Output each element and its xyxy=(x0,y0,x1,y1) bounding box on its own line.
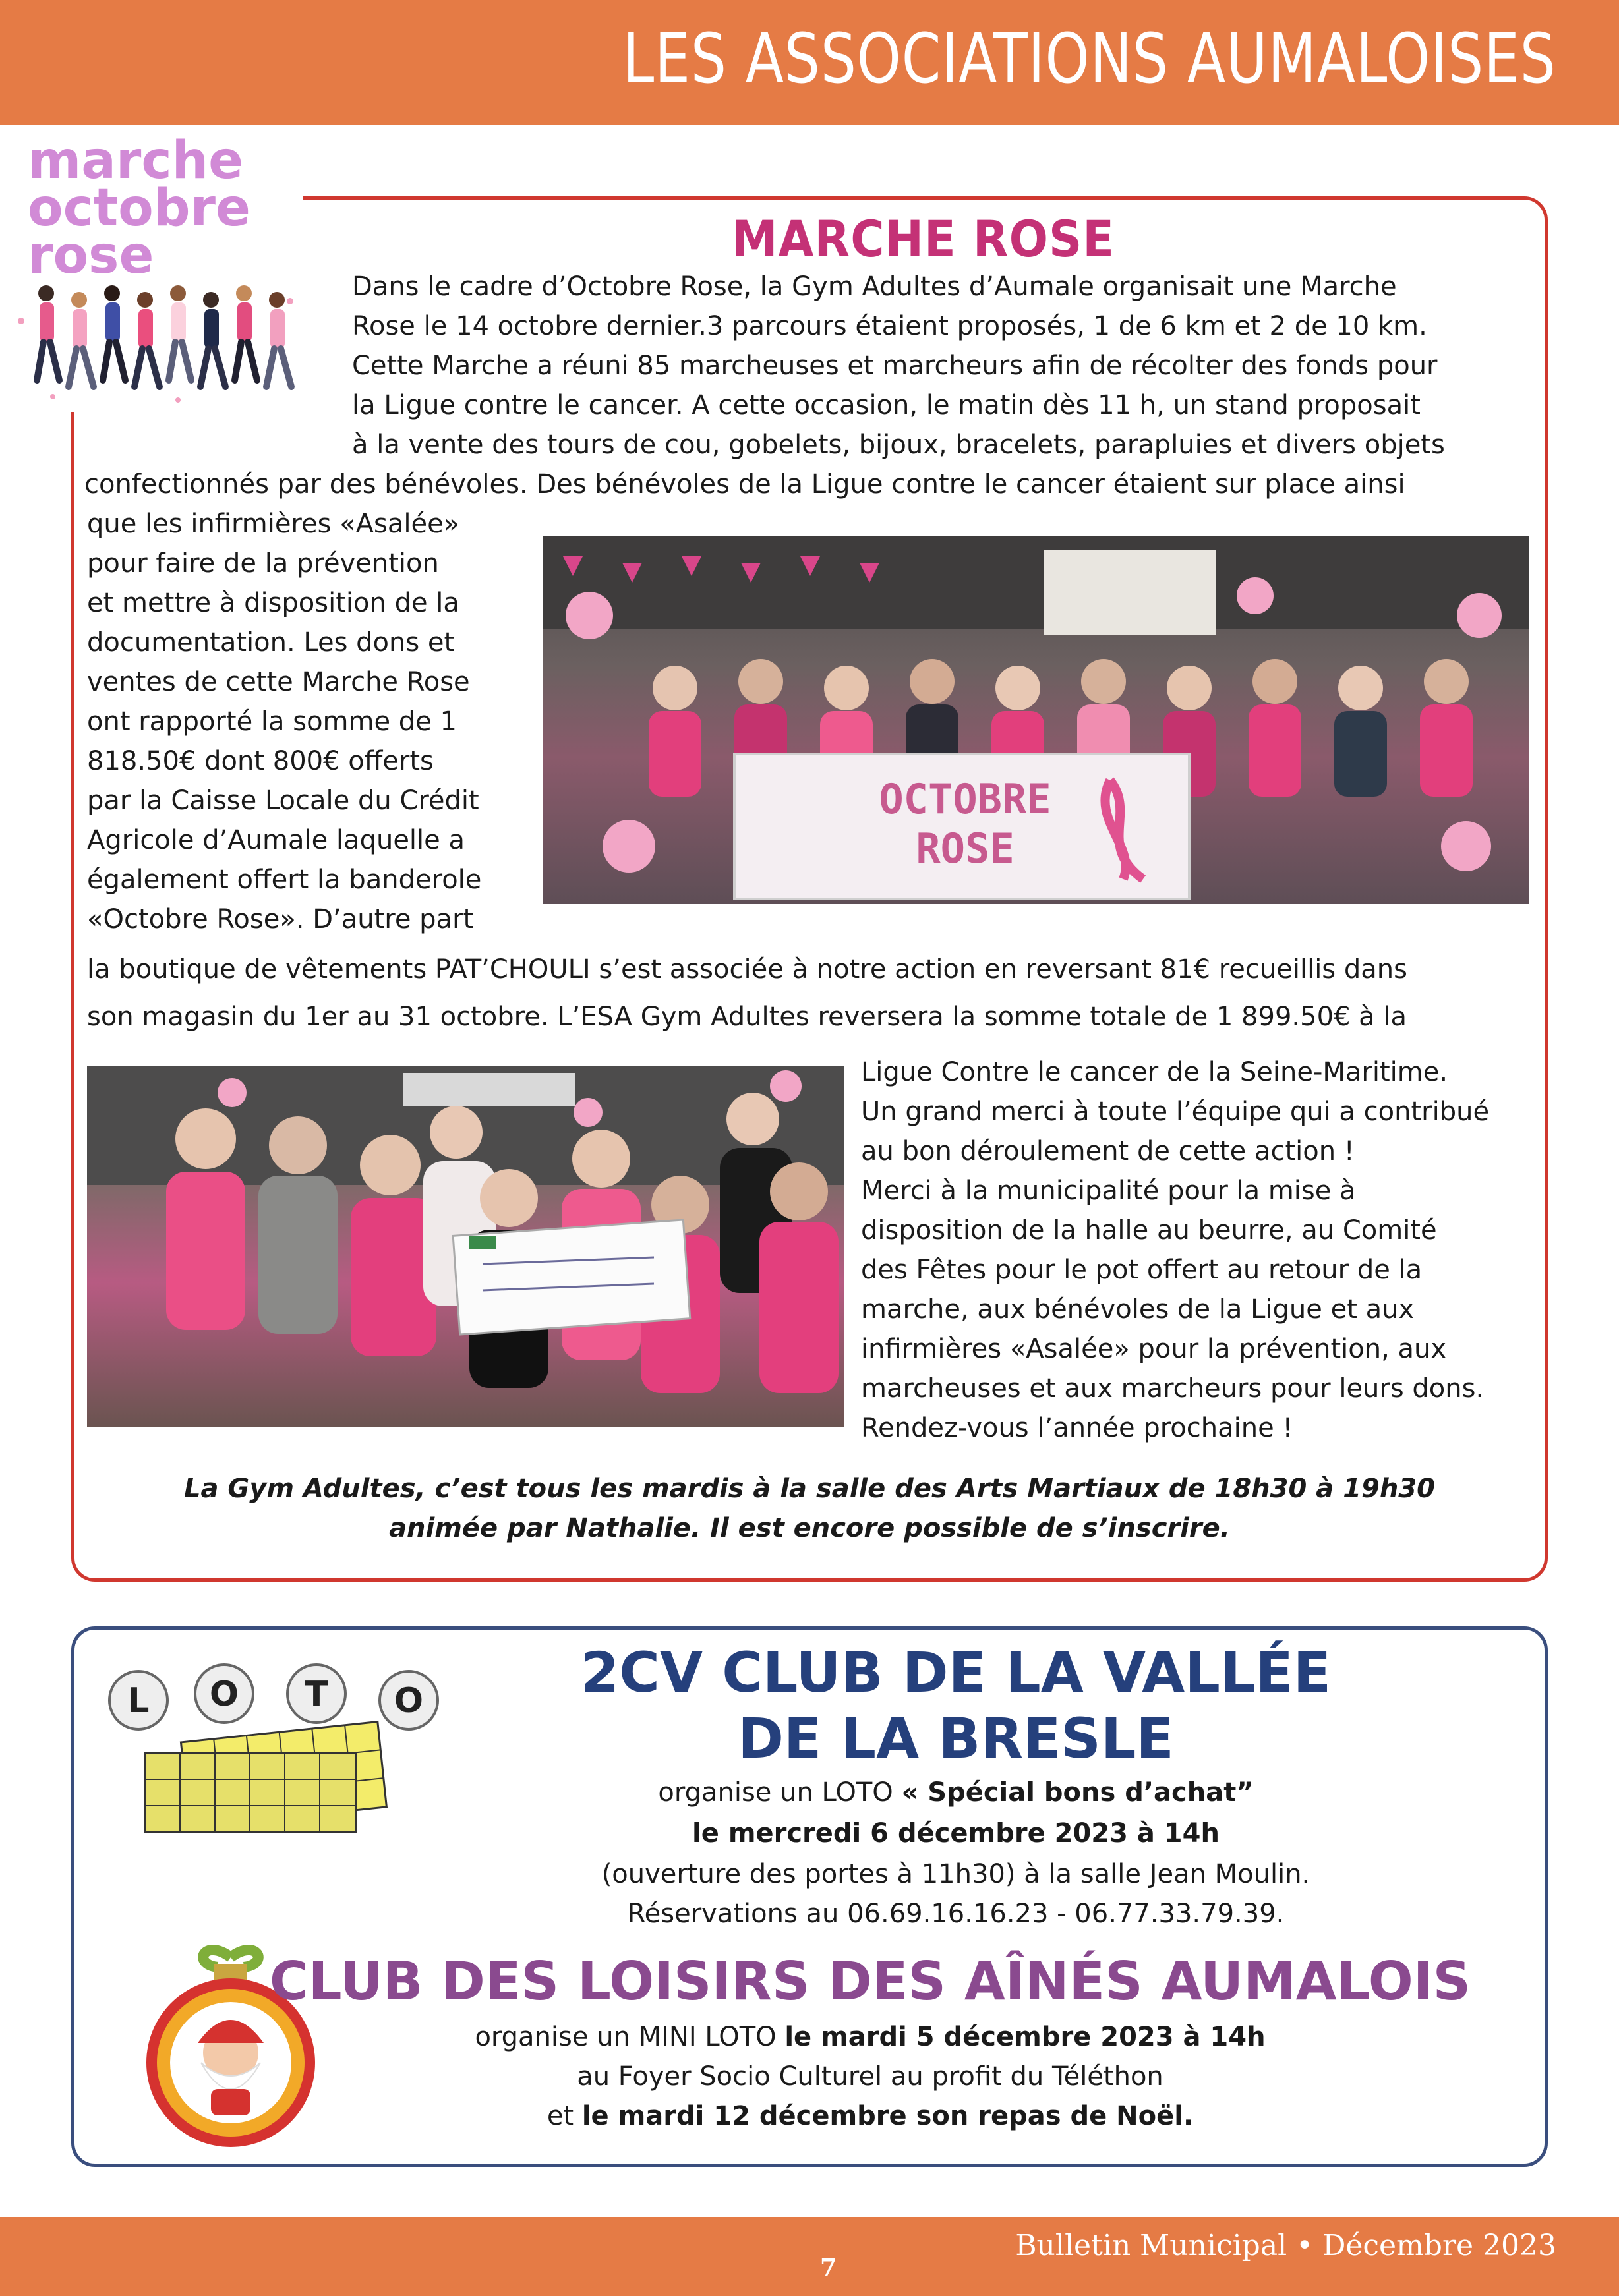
banner-octobre-text: OCTOBRE xyxy=(879,775,1051,823)
paragraph-line: disposition de la halle au beurre, au Comité xyxy=(861,1215,1437,1246)
paragraph-line: également offert la banderole xyxy=(87,865,482,895)
paragraph-line: ventes de cette Marche Rose xyxy=(87,667,470,697)
paragraph-line: que les infirmières «Asalée» xyxy=(87,509,460,539)
paragraph-line: infirmières «Asalée» pour la prévention, aux xyxy=(861,1334,1447,1364)
paragraph-line: des Fêtes pour le pot offert au retour de la xyxy=(861,1255,1423,1285)
footer-publication: Bulletin Municipal • Décembre 2023 xyxy=(1015,2229,1556,2262)
logo-line-octobre: octobre xyxy=(28,179,250,238)
paragraph-line: confectionnés par des bénévoles. Des bénévoles de la Ligue contre le cancer étaient sur place ainsi xyxy=(84,469,1405,500)
cheque-photo-illustration xyxy=(87,1066,844,1427)
page-title: LES ASSOCIATIONS AUMALOISES xyxy=(623,18,1556,99)
paragraph-line: son magasin du 1er au 31 octobre. L’ESA Gym Adultes reversera la somme totale de 1 899.50€ à la xyxy=(87,1002,1407,1032)
logo-line-marche: marche xyxy=(28,131,244,190)
club-aines-line-3 xyxy=(132,2101,1608,2131)
cheque-handover-photo xyxy=(87,1066,844,1427)
club-aines-line-1-bold: le mardi 5 décembre 2023 à 14h xyxy=(784,2022,1266,2052)
logo-line-rose: rose xyxy=(28,226,154,285)
paragraph-line: Cette Marche a réuni 85 marcheuses et marcheurs afin de récolter des fonds pour xyxy=(352,351,1438,381)
club-2cv-title-2: DE LA BRESLE xyxy=(738,1706,1174,1771)
paragraph-line: Ligue Contre le cancer de la Seine-Maritime. xyxy=(861,1057,1448,1087)
club-2cv-line-1 xyxy=(369,1773,1543,1812)
paragraph-line: documentation. Les dons et xyxy=(87,627,455,658)
club-aines-line-3-bold: le mardi 12 décembre son repas de Noël. xyxy=(581,2101,1194,2131)
club-aines-title: CLUB DES LOISIRS DES AÎNÉS AUMALOIS xyxy=(269,1951,1471,2012)
club-2cv-line-1-bold: « Spécial bons d’achat” xyxy=(901,1777,1254,1808)
paragraph-line: Merci à la municipalité pour la mise à xyxy=(861,1176,1356,1206)
paragraph-line: à la vente des tours de cou, gobelets, bijoux, bracelets, parapluies et divers objets xyxy=(352,430,1445,460)
gym-schedule-tagline-1: La Gym Adultes, c’est tous les mardis à la salle des Arts Martiaux de 18h30 à 19h30 xyxy=(184,1474,1435,1504)
paragraph-line: au bon déroulement de cette action ! xyxy=(861,1136,1355,1166)
paragraph-line: 818.50€ dont 800€ offerts xyxy=(87,746,434,776)
club-2cv-title-1: 2CV CLUB DE LA VALLÉE xyxy=(580,1640,1332,1705)
club-aines-line-2: au Foyer Socio Culturel au profit du Téléthon xyxy=(577,2061,1163,2092)
paragraph-line: Rendez-vous l’année prochaine ! xyxy=(861,1413,1293,1443)
page-number: 7 xyxy=(820,2254,837,2282)
paragraph-line: pour faire de la prévention xyxy=(87,548,439,579)
paragraph-line: Un grand merci à toute l’équipe qui a contribué xyxy=(861,1097,1490,1127)
paragraph-line: marcheuses et aux marcheurs pour leurs dons. xyxy=(861,1373,1485,1404)
paragraph-line: Rose le 14 octobre dernier.3 parcours étaient proposés, 1 de 6 km et 2 de 10 km. xyxy=(352,311,1427,341)
loto-letter: O xyxy=(394,1681,424,1721)
club-2cv-date: le mercredi 6 décembre 2023 à 14h xyxy=(692,1818,1220,1849)
walkers-illustration-icon xyxy=(13,281,303,413)
paragraph-line: marche, aux bénévoles de la Ligue et aux xyxy=(861,1294,1415,1325)
banner-rose-text: ROSE xyxy=(916,824,1015,873)
club-aines-line-3-text: et xyxy=(546,2101,582,2131)
paragraph-line: la boutique de vêtements PAT’CHOULI s’est associée à notre action en reversant 81€ recueillis dans xyxy=(87,954,1407,985)
paragraph-line: Dans le cadre d’Octobre Rose, la Gym Adultes d’Aumale organisait une Marche xyxy=(352,272,1397,302)
loto-letter: O xyxy=(209,1675,239,1714)
group-photo-illustration xyxy=(543,536,1529,904)
group-photo-marche-rose xyxy=(543,536,1529,904)
paragraph-line: la Ligue contre le cancer. A cette occasion, le matin dès 11 h, un stand proposait xyxy=(352,390,1421,420)
club-2cv-doors: (ouverture des portes à 11h30) à la salle Jean Moulin. xyxy=(601,1859,1310,1889)
club-aines-line-1-text: organise un MINI LOTO xyxy=(475,2022,785,2052)
club-2cv-line-1-text: organise un LOTO xyxy=(658,1777,902,1808)
gym-schedule-tagline-2: animée par Nathalie. Il est encore possible de s’inscrire. xyxy=(389,1513,1230,1543)
marche-rose-title: MARCHE ROSE xyxy=(732,210,1115,268)
club-aines-line-1 xyxy=(132,2022,1608,2052)
club-2cv-reservations: Réservations au 06.69.16.16.23 - 06.77.33.79.39. xyxy=(627,1899,1285,1929)
loto-letter: L xyxy=(127,1681,150,1721)
marche-octobre-rose-logo xyxy=(13,131,303,412)
loto-letter: T xyxy=(305,1675,328,1714)
paragraph-line: «Octobre Rose». D’autre part xyxy=(87,904,474,934)
paragraph-line: Agricole d’Aumale laquelle a xyxy=(87,825,465,855)
paragraph-line: ont rapporté la somme de 1 xyxy=(87,706,457,737)
paragraph-line: par la Caisse Locale du Crédit xyxy=(87,786,479,816)
paragraph-line: et mettre à disposition de la xyxy=(87,588,459,618)
